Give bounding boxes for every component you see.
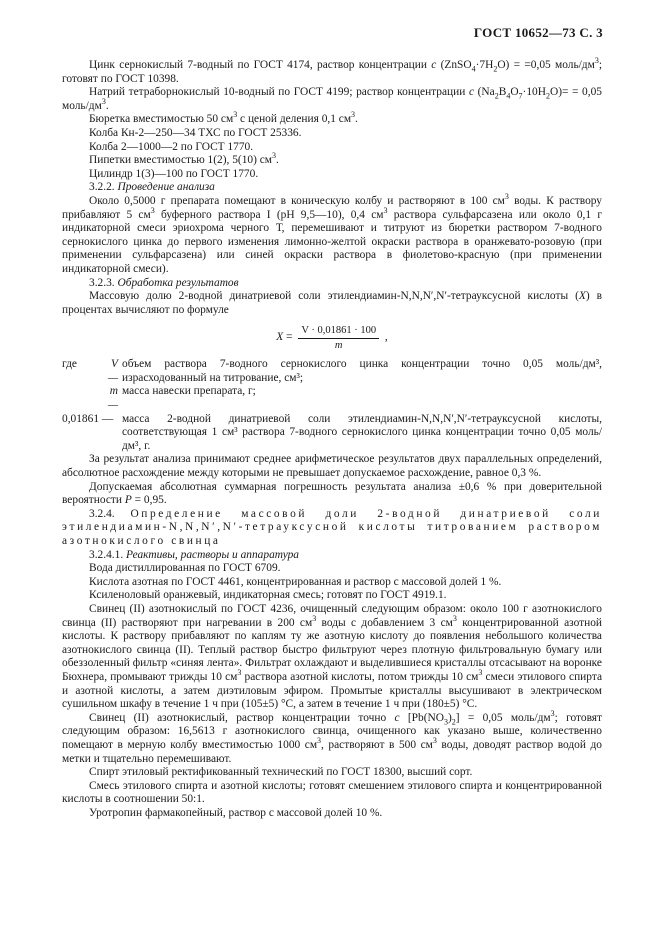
paragraph-lead-nitrate: Свинец (II) азотнокислый по ГОСТ 4236, очищенный следующим образом: около 100 г азотнокислого свинца (II) растворяют при нагревании в 200 $см^3$ воды с добавлением 3 $см^3$ концентрированной азотной кислоты. К раствору прибавляют по каплям ту же азотную кислоту до появления небольшого количества азотнокислого свинца (II). Теплый раствор быстро фильтруют через плотную фильтровальную бумагу или обеззоленный фильтр «синяя лента». Фильтрат охлаждают и выделившиеся кристаллы отсасывают на воронке Бюхнера, промывают трижды 10 $см^3$ раствора азотной кислоты, потом трижды 10 $см^3$ смеси этилового спирта и азотной кислоты, а затем диэтиловым эфиром. Промытые кристаллы высушивают в электрическом сушильном шкафу в течение 1 ч при (105±5) °С, а затем в течение 1 ч при (180±5) °С. bbox=[62, 602, 602, 711]
formula-denominator: m bbox=[334, 339, 343, 351]
paragraph-water: Вода дистиллированная по ГОСТ 6709. bbox=[89, 562, 281, 575]
paragraph-nitric-acid: Кислота азотная по ГОСТ 4461, концентрированная и раствор с массовой долей 1 %. bbox=[89, 575, 502, 588]
section-heading-3-2-2: 3.2.2. Проведение анализа bbox=[89, 181, 215, 194]
section-heading-3-2-4: 3.2.4. Определение массовой доли 2-водной динатриевой соли этилендиамин-N,N,N′,N′-тетрауксусной кислоты титрованием раствором азотнокислого свинца bbox=[62, 507, 602, 547]
formula-lhs: X bbox=[276, 331, 284, 344]
paragraph-result: За результат анализа принимают среднее арифметическое результатов двух параллельных определений, абсолютное расхождение между которыми не превышает допускаемое расхождение, равное 0,3 %. bbox=[62, 453, 602, 480]
paragraph-sodium-tetraborate: Натрий тетраборнокислый 10-водный по ГОСТ 4199; раствор концентрации c $(Na_2B_4O_7\cdot 10H_2O)= = 0,05$ моль/$дм^3$. bbox=[62, 86, 602, 112]
where-list bbox=[62, 358, 602, 453]
formula-numerator: V · 0,01861 · 100 bbox=[298, 325, 379, 339]
paragraph-burette: Бюретка вместимостью 50 $см^3$ с ценой деления 0,1 $см^3$. bbox=[89, 110, 358, 126]
paragraph-zinc-sulfate: Цинк сернокислый 7-водный по ГОСТ 4174, раствор концентрации c $(ZnSO_4\cdot 7H_2O) = =0,05$ моль/$дм^3$; готовят по ГОСТ 10398. bbox=[62, 56, 602, 85]
paragraph-flask-kn: Колба Кн-2—250—34 ТХС по ГОСТ 25336. bbox=[89, 126, 302, 139]
formula-fraction bbox=[298, 325, 379, 352]
formula-equals: = bbox=[283, 331, 296, 344]
document-body bbox=[62, 56, 603, 820]
formula-tail: , bbox=[382, 331, 388, 344]
section-heading-3-2-4-1: 3.2.4.1. Реактивы, растворы и аппаратура bbox=[89, 548, 300, 561]
paragraph-urotropin: Уротропин фармакопейный, раствор с массовой долей 10 %. bbox=[89, 806, 383, 819]
paragraph-lead-nitrate-solution: Свинец (II) азотнокислый, раствор концентрации точно c $[Pb(NO_3)_2] = 0,05$ моль/$дм^3$; готовят следующим образом: 16,5613 г азотнокислого свинца, очищенного как указано выше, количественно помещают в мерную колбу вместимостью 1000 $см^3$, растворяют в 500 $см^3$ воды, доводят раствор водой до метки и тщательно перемешивают. bbox=[62, 708, 603, 765]
where-item: m — масса навески препарата, г; bbox=[107, 385, 256, 412]
paragraph-error: Допускаемая абсолютная суммарная погрешность результата анализа ±0,6 % при доверительной вероятности P = 0,95. bbox=[62, 480, 602, 507]
paragraph-xylenol-orange: Ксиленоловый оранжевый, индикаторная смесь; готовят по ГОСТ 4919.1. bbox=[89, 589, 447, 602]
paragraph-pipettes: Пипетки вместимостью 1(2), 5(10) $см^3$. bbox=[89, 151, 279, 167]
paragraph-mass-fraction: Массовую долю 2-водной динатриевой соли этилендиамин-N,N,N′,N′-тетрауксусной кислоты (X) в процентах вычисляют по формуле bbox=[62, 290, 602, 316]
section-heading-3-2-3: 3.2.3. Обработка результатов bbox=[89, 276, 239, 289]
paragraph-ethanol: Спирт этиловый ректификованный технический по ГОСТ 18300, высший сорт. bbox=[89, 766, 473, 779]
paragraph-cylinder: Цилиндр 1(3)—100 по ГОСТ 1770. bbox=[89, 167, 259, 180]
where-item: 0,01861 — масса 2-водной динатриевой соли этилендиамин-N,N,N′,N′-тетрауксусной кислоты, соответствующая 1 см³ раствора 7-водного сернокислого цинка концентрации точно 0,05 моль/дм³, г. bbox=[62, 412, 602, 452]
where-item: где V — объем раствора 7-водного сернокислого цинка концентрации точно 0,05 моль/дм³, израсходованный на титрование, см³; bbox=[62, 358, 602, 384]
paragraph-flask-2: Колба 2—1000—2 по ГОСТ 1770. bbox=[89, 140, 254, 153]
paragraph-ethanol-acid-mix: Смесь этилового спирта и азотной кислоты; готовят смешением этилового спирта и концентрированной кислоты в соотношении 50:1. bbox=[62, 779, 602, 806]
page-header: ГОСТ 10652—73 С. 3 bbox=[473, 25, 603, 40]
paragraph-analysis-procedure: Около 0,5000 г препарата помещают в коническую колбу и растворяют в 100 $см^3$ воды. К раствору прибавляют 5 $см^3$ буферного раствора I (pH 9,5—10), 0,4 $см^3$ раствора сульфарсазена или около 0,1 г индикаторной смеси эриохрома черного Т, перемешивают и титруют из бюретки раствором 7-водного сернокислого цинка до первого изменения лимонно-желтой окраски раствора в оранжевато-розовую (при применении сульфарсазена) или синей окраски раствора в фиолетово-красную (при применении индикаторной смеси). bbox=[62, 192, 602, 275]
formula-mass-fraction bbox=[62, 320, 602, 356]
